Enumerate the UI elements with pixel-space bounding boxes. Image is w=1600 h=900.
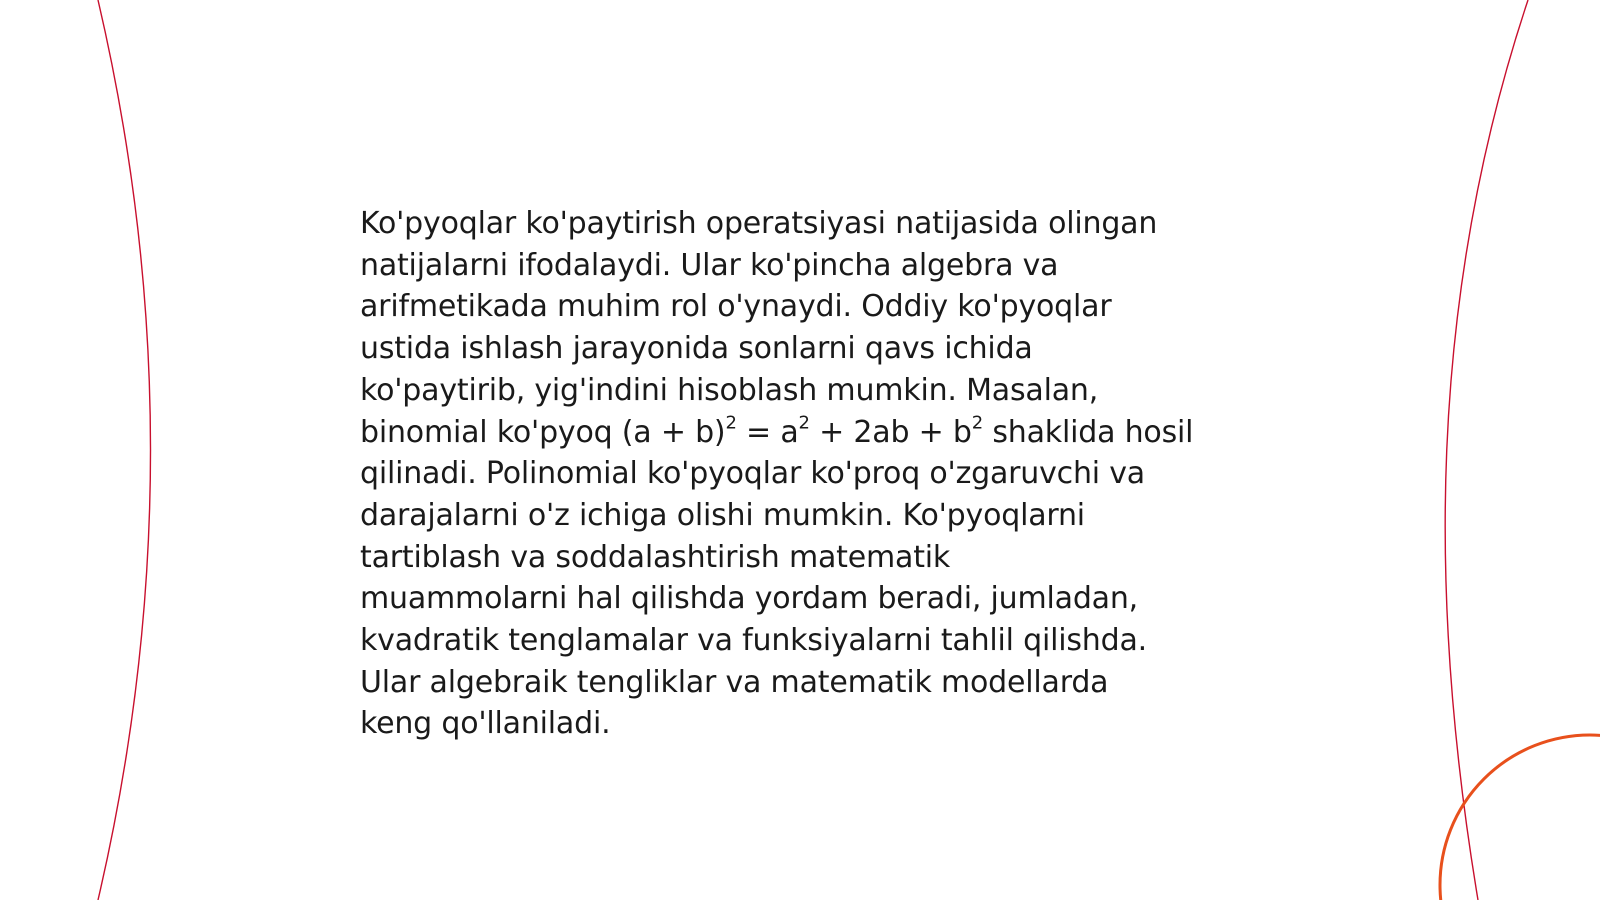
- formula-line: [360, 412, 1240, 454]
- formula-mid: + 2ab + b: [809, 414, 972, 450]
- paragraph-line: kvadratik tenglamalar va funksiyalarni tahlil qilishda.: [360, 623, 1147, 659]
- paragraph-line: natijalarni ifodalaydi. Ular ko'pincha algebra va: [360, 247, 1059, 283]
- paragraph-line: Ular algebraik tengliklar va matematik modellarda: [360, 664, 1109, 700]
- paragraph-line: tartiblash va soddalashtirish matematik: [360, 539, 951, 575]
- formula-exponent: 2: [971, 412, 984, 434]
- paragraph-line: Ko'pyoqlar ko'paytirish operatsiyasi natijasida olingan: [360, 206, 1158, 241]
- paragraph-line: ustida ishlash jarayonida sonlarni qavs ichida: [360, 331, 1033, 367]
- body-paragraph: [360, 203, 1240, 745]
- paragraph-line: keng qo'llaniladi.: [360, 706, 611, 742]
- paragraph-line: arifmetikada muhim rol o'ynaydi. Oddiy ko'pyoqlar: [360, 289, 1112, 325]
- formula-eq: = a: [736, 414, 799, 450]
- paragraph-line: qilinadi. Polinomial ko'pyoqlar ko'proq o'zgaruvchi va: [360, 456, 1145, 492]
- paragraph-line: ko'paytirib, yig'indini hisoblash mumkin. Masalan,: [360, 372, 1099, 408]
- paragraph-line: muammolarni hal qilishda yordam beradi, jumladan,: [360, 581, 1138, 617]
- formula-before: binomial ko'pyoq (a + b): [360, 414, 726, 450]
- formula-after: shaklida hosil: [983, 414, 1194, 450]
- paragraph-line: darajalarni o'z ichiga olishi mumkin. Ko'pyoqlarni: [360, 497, 1085, 533]
- right-curve: [1445, 0, 1528, 900]
- left-curve: [98, 0, 151, 900]
- formula-exponent: 2: [798, 412, 810, 434]
- orange-circle-decoration: [1440, 735, 1600, 900]
- formula-exponent: 2: [725, 412, 737, 434]
